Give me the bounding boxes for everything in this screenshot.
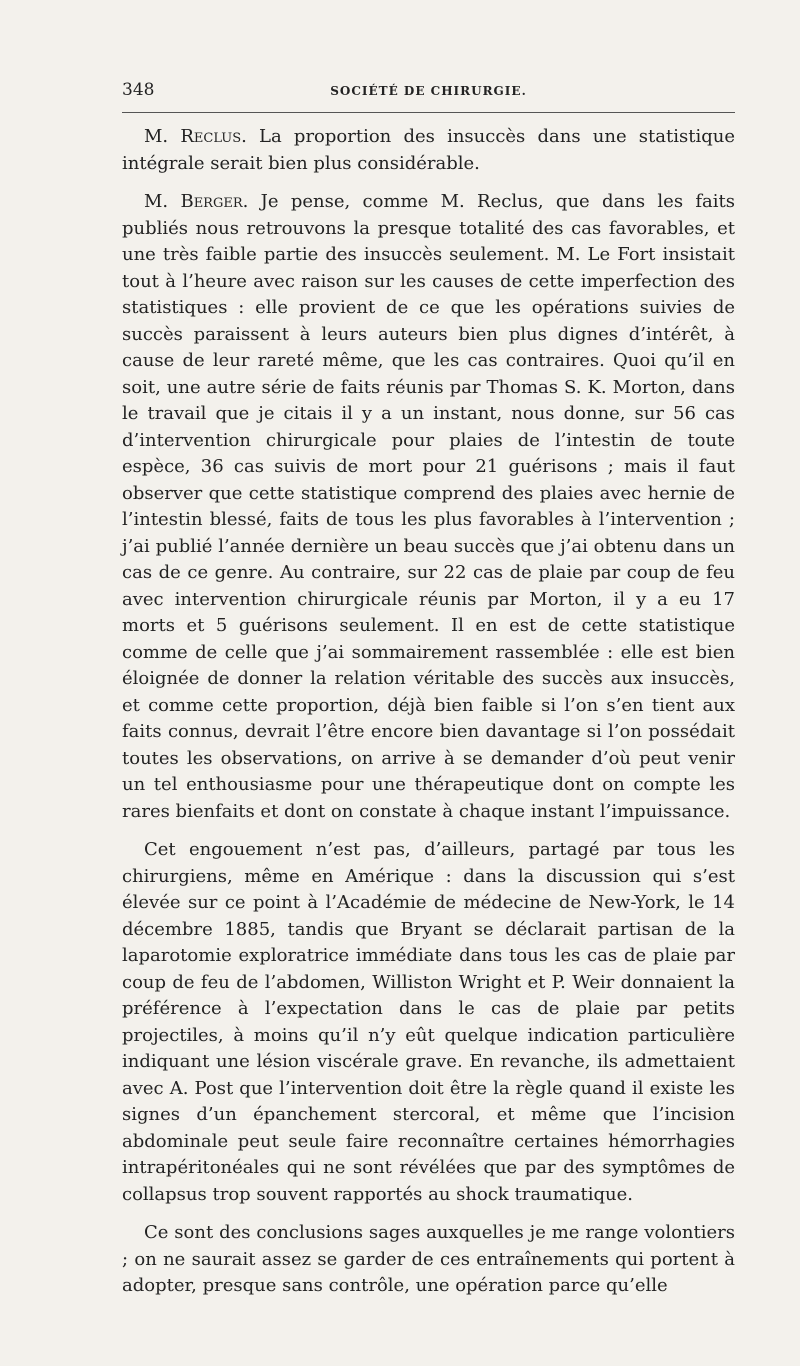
speaker-name: M. Berger. [144, 191, 249, 212]
paragraph-text: Je pense, comme M. Reclus, que dans les faits publiés nous retrouvons la presque totalité des cas favorables, et une très faible partie des insuccès seulement. M. Le Fort insistait tout à l’heure avec raison sur les causes de cette imperfection des statistiques : elle provient de ce que les opérations suivies de succès paraissent à leurs auteurs bien plus dignes d’intérêt, à cause de leur rareté même, que les cas contraires. Quoi qu’il en soit, une autre série de faits réunis par Thomas S. K. Morton, dans le travail que je citais il y a un instant, nous donne, sur 56 cas d’intervention chirurgicale pour plaies de l’intestin de toute espèce, 36 cas suivis de mort pour 21 guérisons ; mais il faut observer que cette statistique comprend des plaies avec hernie de l’intestin blessé, faits de tous les plus favorables à l’intervention ; j’ai publié l’année dernière un beau succès que j’ai obtenu dans un cas de ce genre. Au contraire, sur 22 cas de plaie par coup de feu avec intervention chirurgicale réunis par Morton, il y a eu 17 morts et 5 guérisons seulement. Il en est de cette statistique comme de celle que j’ai sommairement rassemblée : elle est bien éloignée de donner la relation véritable des succès aux insuccès, et comme cette proportion, déjà bien faible si l’on s’en tient aux faits connus, devrait l’être encore bien davantage si l’on possédait toutes les observations, on arrive à se demander d’où peut venir un tel enthousiasme pour une thérapeutique dont on compte les rares bienfaits et dont on constate à chaque instant l’impuissance. [122, 191, 735, 822]
paragraph-engouement [122, 837, 735, 1208]
running-title: SOCIÉTÉ DE CHIRURGIE. [330, 84, 527, 98]
paragraph-conclusions [122, 1220, 735, 1300]
page-header [122, 80, 735, 102]
header-rule [122, 112, 735, 113]
page-number: 348 [122, 80, 155, 100]
paragraph-reclus [122, 124, 735, 177]
speaker-name: M. Reclus. [144, 126, 247, 147]
body-text [122, 124, 735, 1312]
paragraph-text: Ce sont des conclusions sages auxquelles je me range volontiers ; on ne saurait assez se garder de ces entraînements qui portent à adopter, presque sans contrôle, une opération parce qu’elle [122, 1222, 735, 1296]
paragraph-text: La proportion des insuccès dans une statistique intégrale serait bien plus considérable. [122, 126, 735, 174]
paragraph-berger [122, 189, 735, 825]
paragraph-text: Cet engouement n’est pas, d’ailleurs, partagé par tous les chirurgiens, même en Amérique : dans la discussion qui s’est élevée sur ce point à l’Académie de médecine de New-York, le 14 décembre 1885, tandis que Bryant se déclarait partisan de la laparotomie exploratrice immédiate dans tous les cas de plaie par coup de feu de l’abdomen, Williston Wright et P. Weir donnaient la préférence à l’expectation dans le cas de plaie par petits projectiles, à moins qu’il n’y eût quelque indication particulière indiquant une lésion viscérale grave. En revanche, ils admettaient avec A. Post que l’intervention doit être la règle quand il existe les signes d’un épanchement stercoral, et même que l’incision abdominale peut seule faire reconnaître certaines hémorrhagies intrapéritonéales qui ne sont révélées que par des symptômes de collapsus trop souvent rapportés au shock traumatique. [122, 839, 735, 1205]
